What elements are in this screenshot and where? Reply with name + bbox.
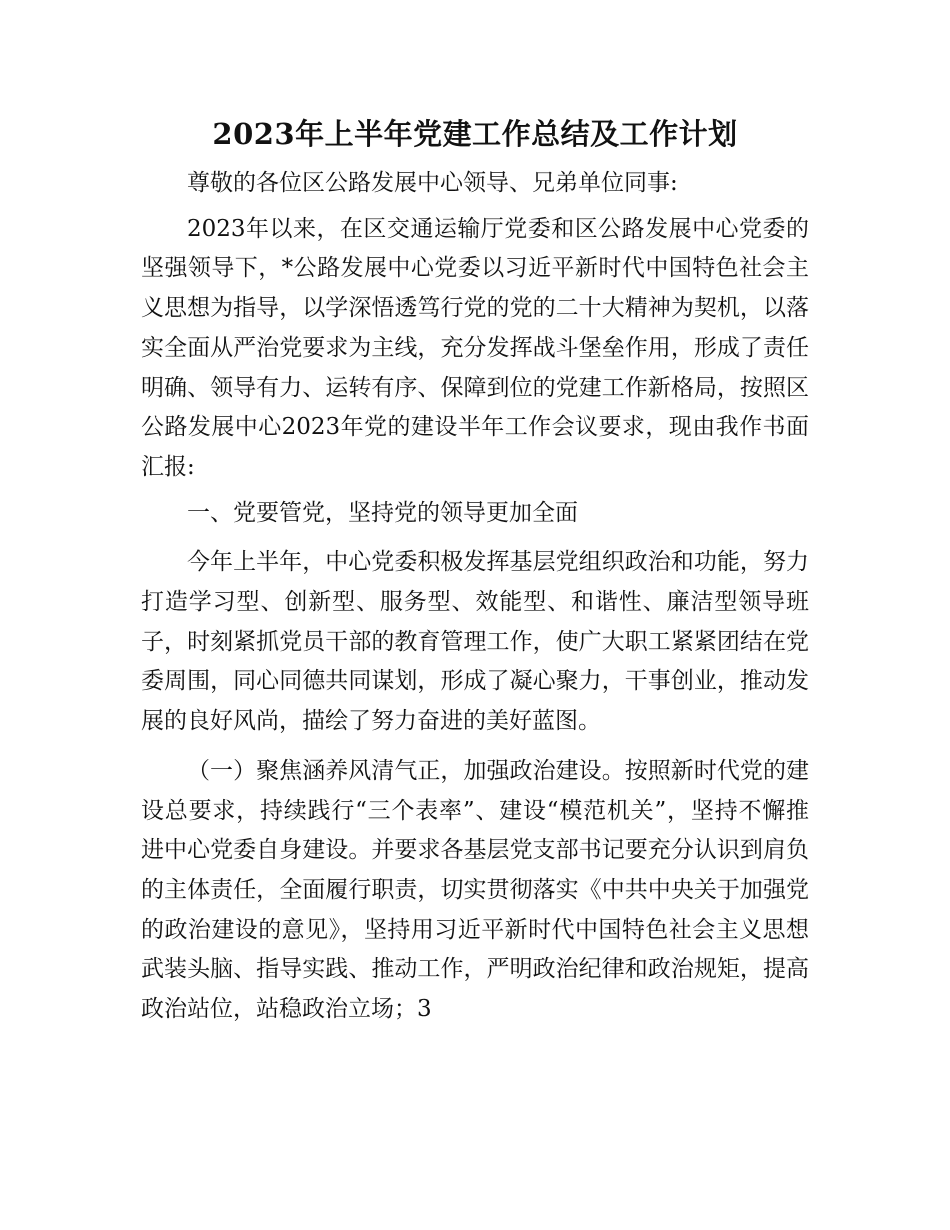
paragraph-intro: 2023年以来，在区交通运输厅党委和区公路发展中心党委的坚强领导下，*公路发展中心党委以习近平新时代中国特色社会主义思想为指导，以学深悟透笃行党的党的二十大精神为契机，以落实全面从严治党要求为主线，充分发挥战斗堡垒作用，形成了责任明确、领导有力、运转有序、保障到位的党建工作新格局，按照区公路发展中心2023年党的建设半年工作会议要求，现由我作书面汇报: (141, 215, 809, 480)
salutation: 尊敬的各位区公路发展中心领导、兄弟单位同事: (187, 170, 678, 196)
document-page (141, 112, 809, 1030)
paragraph-subsection-1: （一）聚焦涵养风清气正，加强政治建设。按照新时代党的建设总要求，持续践行“三个表率”、建设“模范机关”，坚持不懈推进中心党委自身建设。并要求各基层党支部书记要充分认识到肩负的主体责任，全面履行职责，切实贯彻落实《中共中央关于加强党的政治建设的意见》，坚持用习近平新时代中国特色社会主义思想武装头脑、指导实践、推动工作，严明政治纪律和政治规矩，提高政治站位，站稳政治立场；3 (141, 757, 809, 1023)
document-title: 2023年上半年党建工作总结及工作计划 (212, 117, 738, 151)
section-heading-1: 一、党要管党，坚持党的领导更加全面 (187, 499, 578, 526)
paragraph-section-1: 今年上半年，中心党委积极发挥基层党组织政治和功能，努力打造学习型、创新型、服务型、效能型、和谐性、廉洁型领导班子，时刻紧抓党员干部的教育管理工作，使广大职工紧紧团结在党委周围，同心同德共同谋划，形成了凝心聚力，干事创业，推动发展的良好风尚，描绘了努力奋进的美好蓝图。 (141, 549, 809, 735)
